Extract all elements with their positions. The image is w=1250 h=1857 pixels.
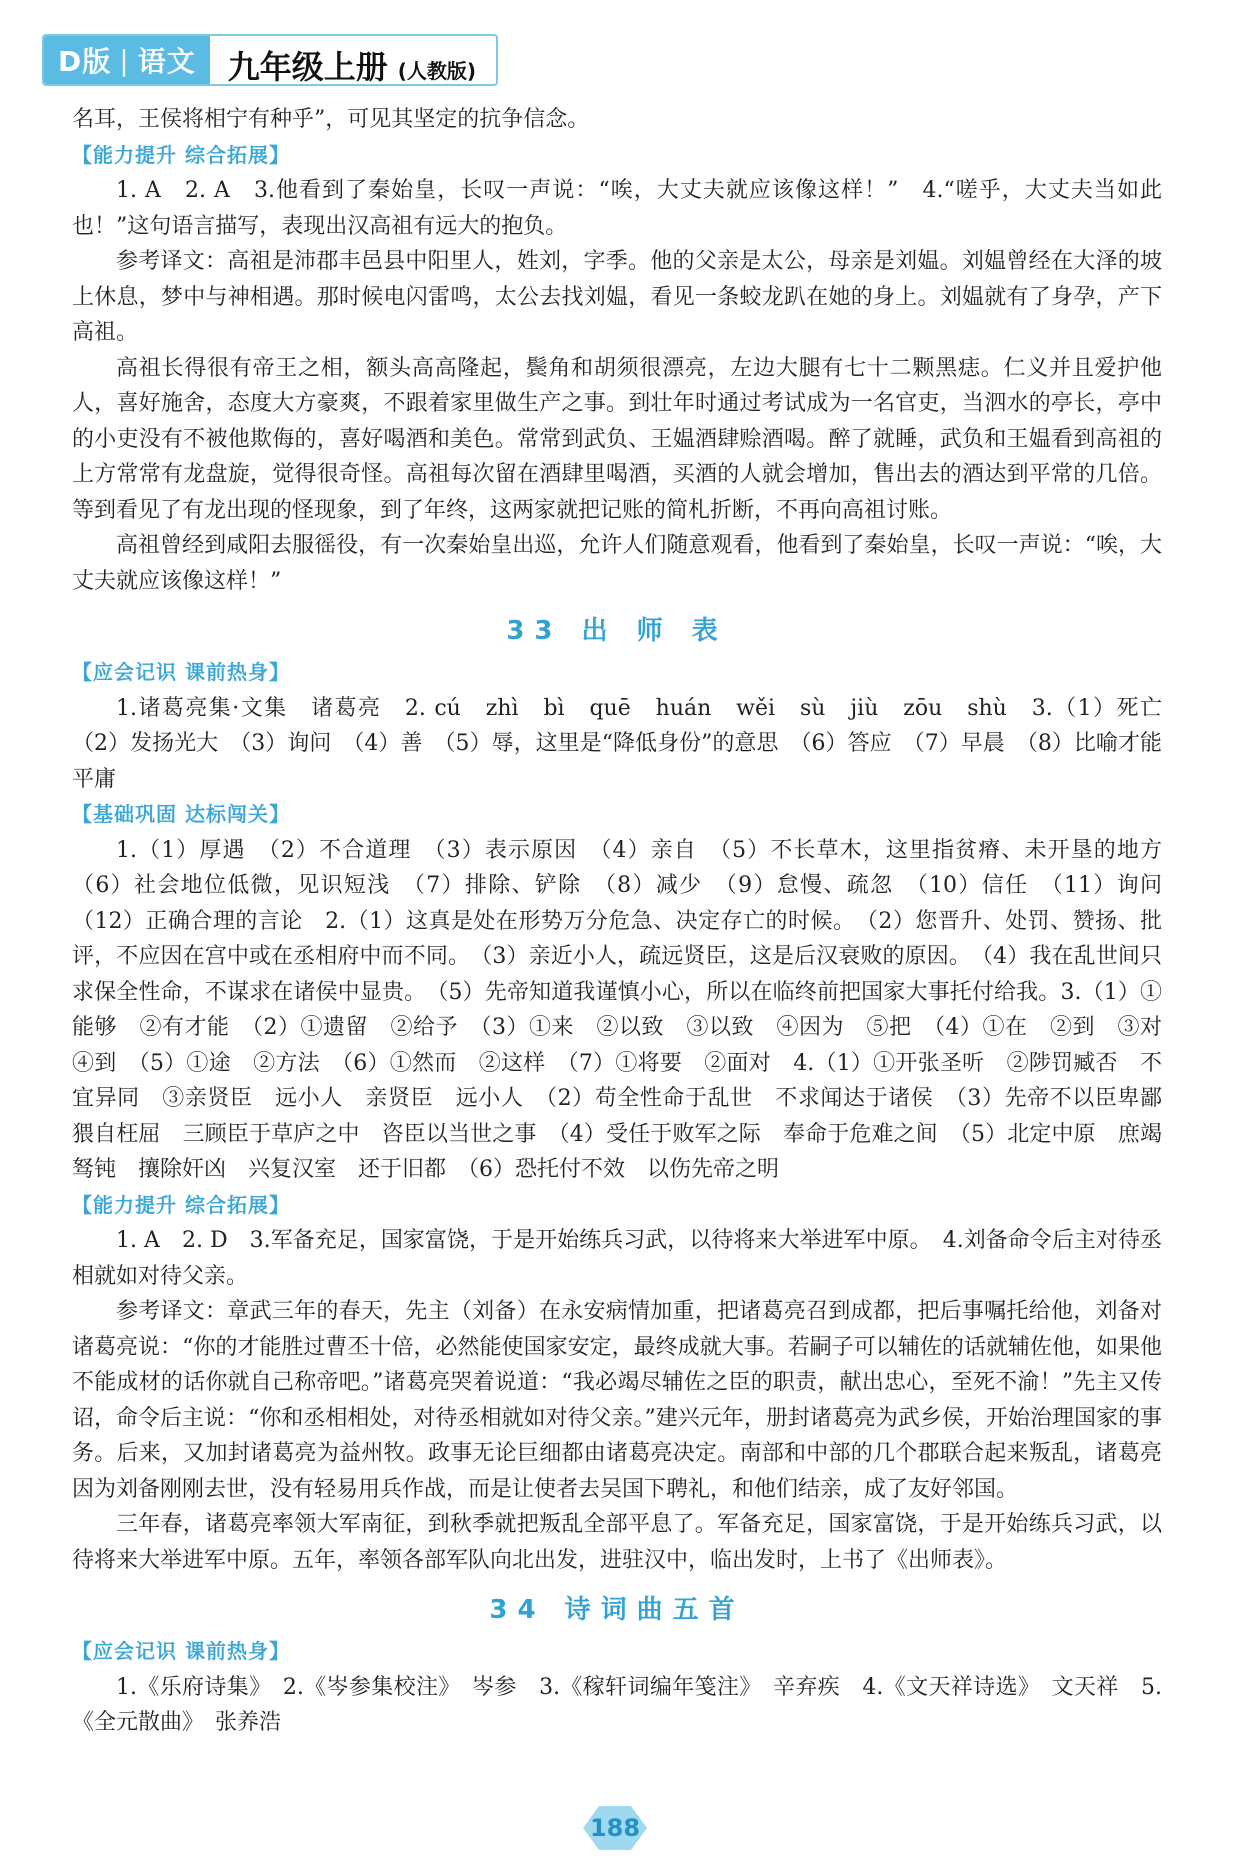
- lesson-title-33: 33 出 师 表: [506, 616, 728, 646]
- paragraph: 1. A 2. A 3.他看到了秦始皇，长叹一声说：“唉，大丈夫就应该像这样！” 4.“嗟乎，大丈夫当如此也！”这句语言描写，表现出汉高祖有远大的抱负。: [72, 178, 1162, 239]
- paragraph: 三年春，诸葛亮率领大军南征，到秋季就把叛乱全部平息了。军备充足，国家富饶，于是开始练兵习武，以待将来大举进军中原。五年，率领各部军队向北出发，进驻汉中，临出发时，上书了《出师表》。: [72, 1512, 1162, 1573]
- paragraph: 名耳，王侯将相宁有种乎”，可见其坚定的抗争信念。: [72, 107, 590, 132]
- paragraph: 高祖曾经到咸阳去服徭役，有一次秦始皇出巡，允许人们随意观看，他看到了秦始皇，长叹一声说：“唉，大丈夫就应该像这样！”: [72, 533, 1162, 594]
- paragraph: 参考译文：高祖是沛郡丰邑县中阳里人，姓刘，字季。他的父亲是太公，母亲是刘媪。刘媪曾经在大泽的坡上休息，梦中与神相遇。那时候电闪雷鸣，太公去找刘媪，看见一条蛟龙趴在她的身上。刘媪就有了身孕，产下高祖。: [72, 249, 1162, 345]
- subject-label: 语文: [137, 45, 196, 78]
- book-header: [42, 34, 498, 86]
- section-label: 【能力提升 综合拓展】: [72, 1192, 290, 1217]
- section-label: 【能力提升 综合拓展】: [72, 142, 290, 167]
- paragraph: 1. A 2. D 3.军备充足，国家富饶，于是开始练兵习武，以待将来大举进军中原。 4.刘备命令后主对待丞相就如对待父亲。: [72, 1228, 1162, 1289]
- paragraph: 1.（1）厚遇 （2）不合道理 （3）表示原因 （4）亲自 （5）不长草木，这里指贫瘠、未开垦的地方 （6）社会地位低微，见识短浅 （7）排除、铲除 （8）减少 （9）怠慢、疏忽 （10）信任 （11）询问 （12）正确合理的言论 2.（1）这真是处在形势万分危急、决定存亡的时候。 （2）您晋升、处罚、赞扬、批评，不应因在宫中或在丞相府中而不同。 （3）亲近小人，疏远贤臣，这是后汉衰败的原因。 （4）我在乱世间只求保全性命，不谋求在诸侯中显贵。 （5）先帝知道我谨慎小心，所以在临终前把国家大事托付给我。3.（1）①能够 ②有才能 （2）①遗留 ②给予 （3）①来 ②以致 ③以致 ④因为 ⑤把 （4）①在 ②到 ③对 ④到 （5）①途 ②方法 （6）①然而 ②这样 （7）①将要 ②面对 4.（1）①开张圣听 ②陟罚臧否 不宜异同 ③亲贤臣 远小人 亲贤臣 远小人 （2）苟全性命于乱世 不求闻达于诸侯 （3）先帝不以臣卑鄙 猥自枉屈 三顾臣于草庐之中 咨臣以当世之事 （4）受任于败军之际 奉命于危难之间 （5）北定中原 庶竭驽钝 攘除奸凶 兴复汉室 还于旧都 （6）恐托付不效 以伤先帝之明: [72, 837, 1185, 1182]
- section-label: 【应会记识 课前热身】: [72, 660, 290, 684]
- paragraph: 参考译文：章武三年的春天，先主（刘备）在永安病情加重，把诸葛亮召到成都，把后事嘱托给他，刘备对诸葛亮说：“你的才能胜过曹丕十倍，必然能使国家安定，最终成就大事。若嗣子可以辅佐的话就辅佐他，如果他不能成材的话你就自己称帝吧。”诸葛亮哭着说道：“我必竭尽辅佐之臣的职责，献出忠心，至死不渝！”先主又传诏，命令后主说：“你和丞相相处，对待丞相就如对待父亲。”建兴元年，册封诸葛亮为武乡侯，开始治理国家的事务。后来，又加封诸葛亮为益州牧。政事无论巨细都由诸葛亮决定。南部和中部的几个郡联合起来叛乱，诸葛亮因为刘备刚刚去世，没有轻易用兵作战，而是让使者去吴国下聘礼，和他们结亲，成了友好邻国。: [72, 1299, 1162, 1502]
- page-number: 188: [589, 1814, 641, 1842]
- paragraph: 高祖长得很有帝王之相，额头高高隆起，鬓角和胡须很漂亮，左边大腿有七十二颗黑痣。仁义并且爱护他人，喜好施舍，态度大方豪爽，不跟着家里做生产之事。到壮年时通过考试成为一名官吏，当泗水的亭长，亭中的小吏没有不被他欺侮的，喜好喝酒和美色。常常到武负、王媪酒肆赊酒喝。醉了就睡，武负和王媪看到高祖的上方常常有龙盘旋，觉得很奇怪。高祖每次留在酒肆里喝酒，买酒的人就会增加，售出去的酒达到平常的几倍。等到看见了有龙出现的怪现象，到了年终，这两家就把记账的简札折断，不再向高祖讨账。: [72, 355, 1162, 523]
- paragraph: 1.诸葛亮集·文集 诸葛亮 2. cú zhì bì quē huán wěi sù jiù zōu shù 3.（1）死亡 （2）发扬光大 （3）询问 （4）善 （5）辱，这里是“降低身份”的意思 （6）答应 （7）早晨 （8）比喻才能平庸: [72, 695, 1185, 792]
- edition-label: D版: [58, 45, 112, 78]
- paragraph: 1.《乐府诗集》 2.《岑参集校注》 岑参 3.《稼轩词编年笺注》 辛弃疾 4.《文天祥诗选》 文天祥 5.《全元散曲》 张养浩: [72, 1674, 1162, 1735]
- lesson-title-34: 34 诗词曲五首: [489, 1595, 745, 1625]
- grade-block: [210, 36, 496, 84]
- section-label: 【应会记识 课前热身】: [72, 1639, 290, 1663]
- edition-subject-tag: D版 | 语文: [44, 36, 210, 84]
- page-number-badge: [583, 1806, 647, 1850]
- grade-label: 九年级上册: [227, 48, 388, 86]
- publisher-label: (人教版): [397, 59, 476, 83]
- answer-content: [72, 102, 1185, 1741]
- section-label: 【基础巩固 达标闯关】: [72, 802, 290, 826]
